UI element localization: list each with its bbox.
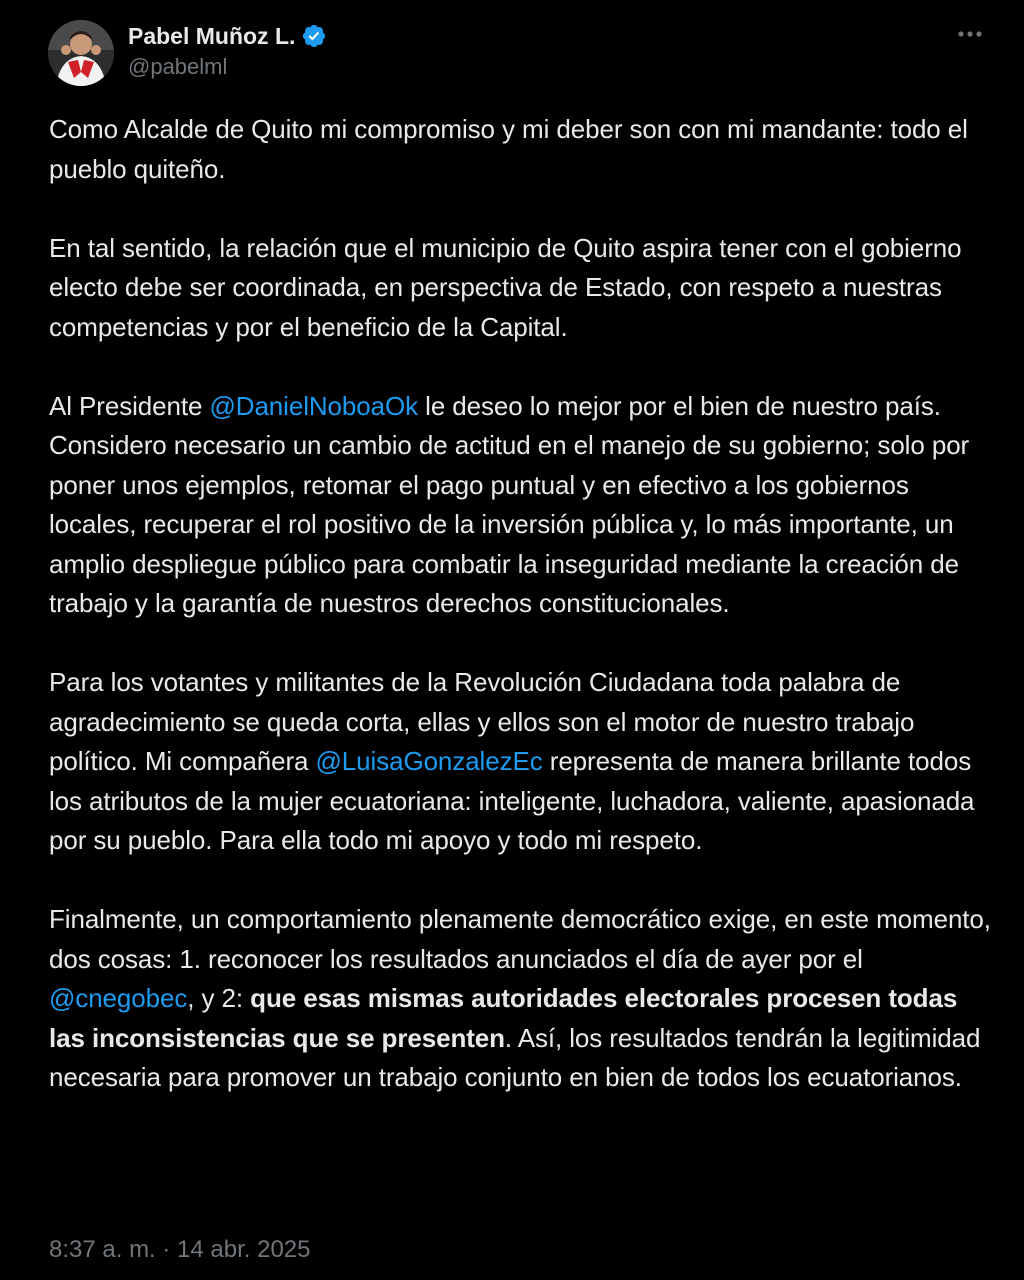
paragraph-4-text-start: Para los votantes y militantes de la Revolución Ciudadana toda palabra de agradecimiento se queda corta, ellas y ellos son el motor de nuestro trabajo político. Mi compañera [49, 667, 915, 776]
paragraph-5-text-mid: , y 2: [187, 983, 251, 1013]
more-horizontal-icon [957, 30, 983, 38]
display-name-row [128, 20, 327, 52]
tweet-timestamp[interactable]: 8:37 a. m. · 14 abr. 2025 [49, 1236, 311, 1263]
paragraph-4-text-end: representa de manera brillante todos los atributos de la mujer ecuatoriana: inteligente, luchadora, valiente, apasionada por su pueblo. Para ella todo mi apoyo y todo mi respeto. [49, 746, 975, 855]
author-names [128, 20, 327, 80]
mention-cnegobec-link[interactable]: @cnegobec [49, 983, 188, 1013]
verified-badge-icon [301, 23, 327, 49]
paragraph-2 [49, 229, 999, 348]
paragraph-5-bold-text: que esas mismas autoridades electorales procesen todas las inconsistencias que se presenten [49, 983, 958, 1053]
paragraph-4 [49, 663, 999, 861]
more-options-button[interactable] [952, 18, 988, 50]
tweet-text [49, 110, 999, 1137]
paragraph-1 [49, 110, 999, 189]
tweet-header [48, 18, 988, 88]
paragraph-5 [49, 900, 999, 1098]
paragraph-5-text-end: . Así, los resultados tendrán la legitimidad necesaria para promover un trabajo conjunto en bien de todos los ecuatorianos. [49, 1022, 981, 1092]
paragraph-3 [49, 387, 999, 624]
paragraph-5-text-start: Finalmente, un comportamiento plenamente democrático exige, en este momento, dos cosas: 1. reconocer los resultados anunciados el día de ayer por el [49, 904, 991, 974]
paragraph-3-text-start: Al Presidente [49, 390, 210, 421]
author-handle[interactable]: @pabelml [128, 54, 228, 79]
paragraph-3-text-end: le deseo lo mejor por el bien de nuestro país. Considero necesario un cambio de actitud en el manejo de su gobierno; solo por poner unos ejemplos, retomar el pago puntual y en efectivo a los gobiernos locales, recuperar el rol positivo de la inversión pública y, lo más importante, un amplio despliegue público para combatir la inseguridad mediante la creación de trabajo y la garantía de nuestros derechos constitucionales. [49, 390, 970, 618]
paragraph-2-text: En tal sentido, la relación que el municipio de Quito aspira tener con el gobierno electo debe ser coordinada, en perspectiva de Estado, con respeto a nuestras competencias y por el beneficio de la Capital. [49, 232, 962, 342]
profile-photo-icon [48, 20, 114, 86]
paragraph-1-text: Como Alcalde de Quito mi compromiso y mi deber son con mi mandante: todo el pueblo quiteño. [49, 114, 968, 184]
mention-luisagonzalezec-link[interactable]: @LuisaGonzalezEc [315, 746, 543, 776]
display-name[interactable]: Pabel Muñoz L. [128, 22, 296, 49]
mention-danielnoboaok-link[interactable]: @DanielNoboaOk [209, 390, 419, 421]
avatar[interactable] [48, 20, 114, 86]
